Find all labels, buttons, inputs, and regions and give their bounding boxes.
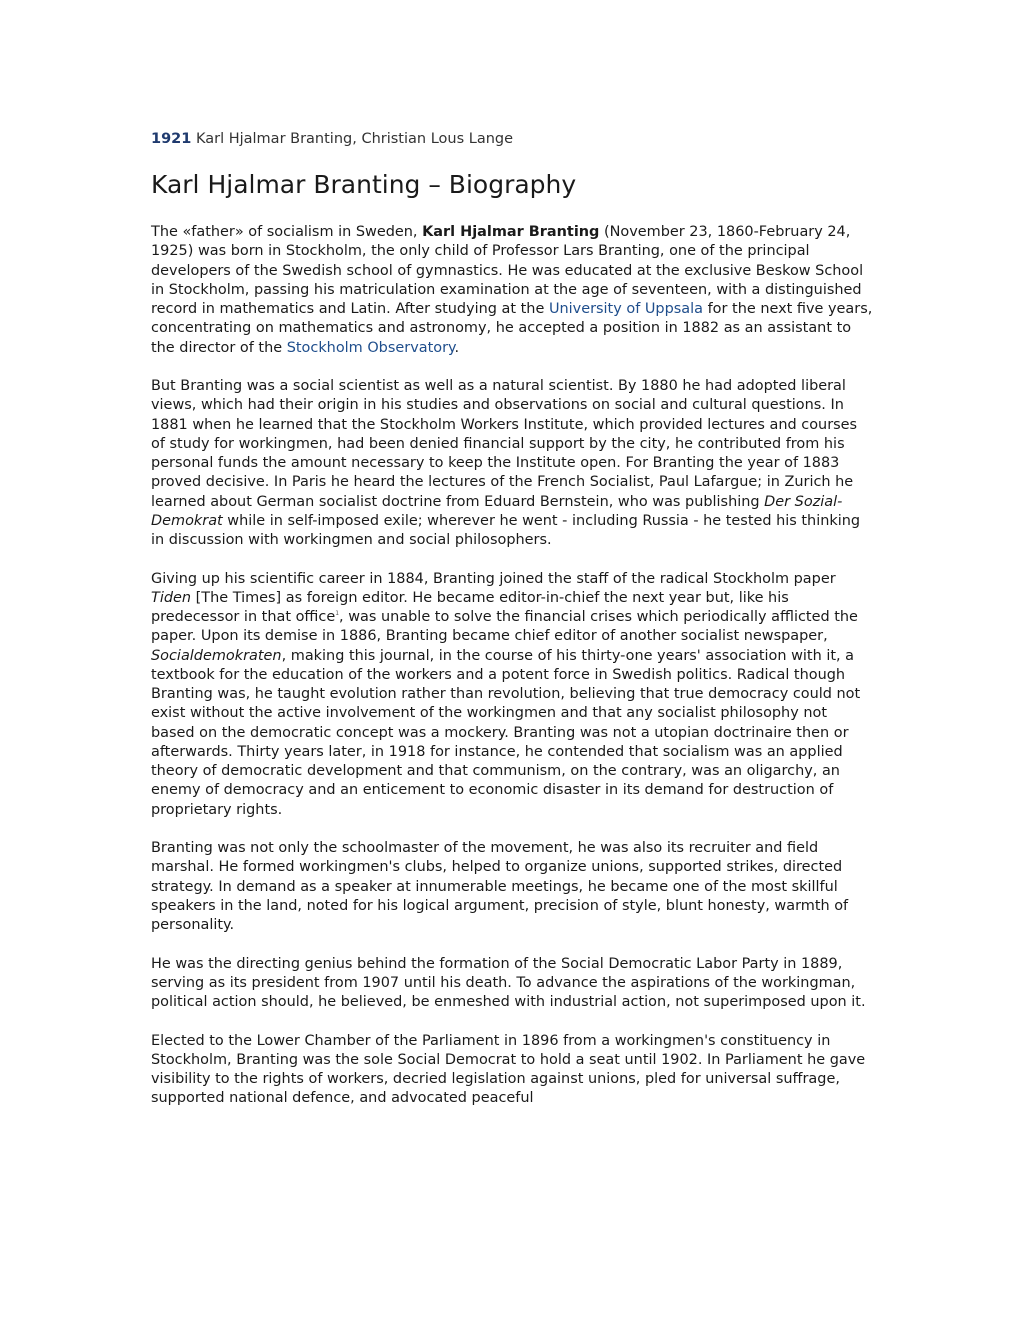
p3-text-c: , was unable to solve the financial crises which periodically afflicted the paper. Upon its demise in 1886, Branting became chief editor of another socialist newspaper,	[151, 609, 858, 645]
p1-text-c: for the next five years, concentrating on mathematics and astronomy, he accepted a position in 1882 as an assistant to the director of the	[151, 301, 873, 356]
paragraph-1	[151, 223, 873, 358]
page-title: Karl Hjalmar Branting – Biography	[151, 170, 577, 199]
newspaper-title-tiden: Tiden	[151, 589, 192, 606]
observatory-link[interactable]: Stockholm Observatory	[286, 339, 455, 356]
p1-text-d: .	[454, 339, 460, 356]
document-page	[151, 129, 873, 1128]
p3-text-a: Giving up his scientific career in 1884, Branting joined the staff of the radical Stockholm paper	[151, 570, 836, 587]
p3-text-b: [The Times] as foreign editor. He became editor-in-chief the next year but, like his predecessor in that office	[151, 589, 789, 625]
year-label: 1921	[151, 131, 192, 147]
p3-text-d: , making this journal, in the course of his thirty-one years' association with it, a textbook for the education of the workers and a potent force in Swedish politics. Radical though Branting was, he taught evolution rather than revolution, believing that true democracy could not exist without the active involvement of the workingmen and that any socialist philosophy not based on the democratic concept was a mockery. Branting was not a utopian doctrinaire then or afterwards. Thirty years later, in 1918 for instance, he contended that socialism was an applied theory of democratic development and that communism, on the contrary, was an oligarchy, an enemy of democracy and an enticement to economic disaster in its demand for destruction of proprietary rights.	[151, 647, 861, 818]
paragraph-5: He was the directing genius behind the formation of the Social Democratic Labor Party in 1889, serving as its president from 1907 until his death. To advance the aspirations of the workingman, political action should, he believed, be enmeshed with industrial action, not superimposed upon it.	[151, 955, 866, 1010]
subject-name: Karl Hjalmar Branting	[422, 224, 600, 240]
footnote-marker[interactable]: 1	[335, 610, 340, 618]
paragraph-2	[151, 377, 873, 550]
newspaper-title-sozial-demokrat: Der Sozial-Demokrat	[151, 493, 843, 529]
p2-text-a: But Branting was a social scientist as well as a natural scientist. By 1880 he had adopted liberal views, which had their origin in his studies and observations on social and cultural questions. In 1881 when he learned that the Stockholm Workers Institute, which provided lectures and courses of study for workingmen, had been denied financial support by the city, he contributed from his personal funds the amount necessary to keep the Institute open. For Branting the year of 1883 proved decisive. In Paris he heard the lectures of the French Socialist, Paul Lafargue; in Zurich he learned about German socialist doctrine from Eduard Bernstein, who was publishing	[151, 378, 858, 510]
laureates-names: Karl Hjalmar Branting, Christian Lous Lange	[195, 131, 514, 147]
p1-text-b: (November 23, 1860-February 24, 1925) was born in Stockholm, the only child of Professor Lars Branting, one of the principal developers of the Swedish school of gymnastics. He was educated at the exclusive Beskow School in Stockholm, passing his matriculation examination at the age of seventeen, with a distinguished record in mathematics and Latin. After studying at the	[151, 224, 864, 317]
p1-text-a: The «father» of socialism in Sweden,	[151, 224, 423, 240]
uppsala-link[interactable]: University of Uppsala	[548, 301, 703, 317]
paragraph-4: Branting was not only the schoolmaster of the movement, he was also its recruiter and field marshal. He formed workingmen's clubs, helped to organize unions, supported strikes, directed strategy. In demand as a speaker at innumerable meetings, he became one of the most skillful speakers in the land, noted for his logical argument, precision of style, blunt honesty, warmth of personality.	[151, 840, 849, 933]
paragraph-6: Elected to the Lower Chamber of the Parliament in 1896 from a workingmen's constituency in Stockholm, Branting was the sole Social Democrat to hold a seat until 1902. In Parliament he gave visibility to the rights of workers, decried legislation against unions, pled for universal suffrage, supported national defence, and advocated peaceful	[151, 1032, 866, 1107]
paragraph-3	[151, 570, 873, 820]
newspaper-title-socialdemokraten: Socialdemokraten	[151, 647, 282, 664]
p2-text-b: while in self-imposed exile; wherever he went - including Russia - he tested his thinking in discussion with workingmen and social philosophers.	[151, 512, 861, 548]
laureate-header	[151, 129, 873, 149]
